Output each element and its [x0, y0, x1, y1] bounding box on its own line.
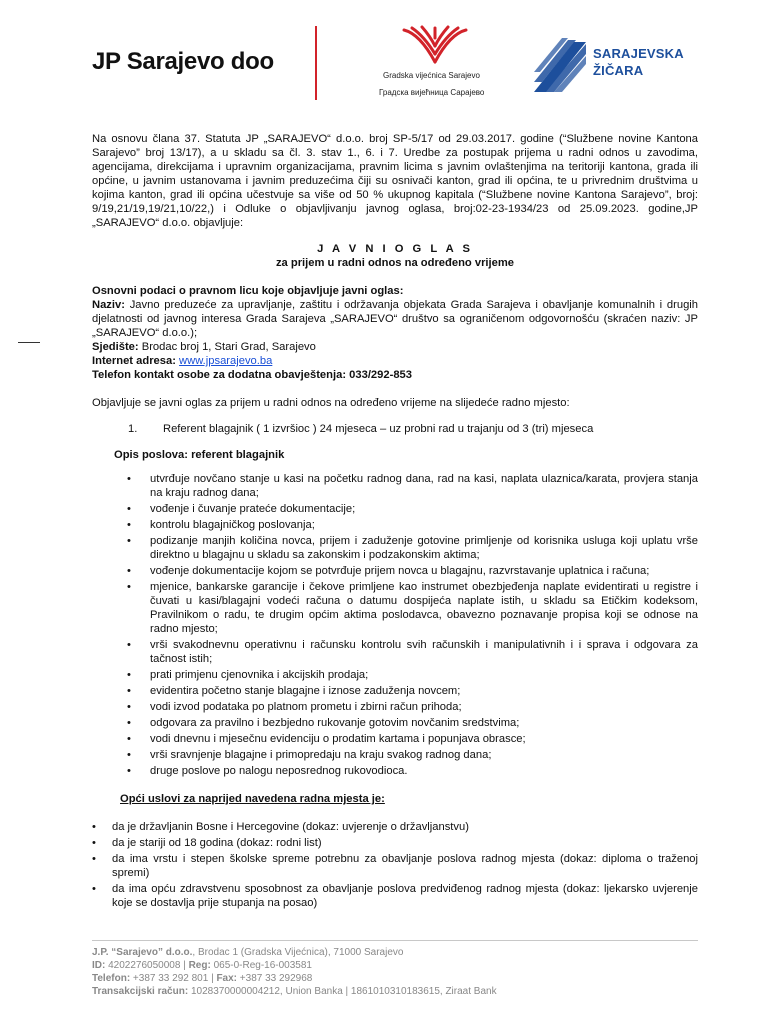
zicara-name-line2: ŽIČARA [593, 63, 644, 78]
zicara-logo-icon [532, 38, 588, 94]
footer-reg-label: Reg: [188, 960, 211, 971]
footer-fax-value: +387 33 292968 [237, 973, 313, 984]
vijecnica-name-cyrillic: Градска вијећница Сарајево [379, 88, 485, 97]
footer-id-line [92, 959, 497, 972]
list-item: • utvrđuje novčano stanje u kasi na početku radnog dana, rad na kasi, naplata ulaznica/karata, provjera stanja na kraju radnog dana; [92, 472, 698, 500]
list-item: • da je državljanin Bosne i Hercegovine (dokaz: uvjerenje o državljanstvu) [92, 820, 698, 834]
info-heading: Osnovni podaci o pravnom licu koje objavljuje javni oglas: [92, 285, 404, 297]
footer-company-line [92, 946, 497, 959]
margin-mark [18, 342, 40, 343]
footer-tel-value: +387 33 292 801 | [130, 973, 217, 984]
website-link[interactable]: www.jpsarajevo.ba [179, 355, 273, 367]
list-item: • vodi dnevnu i mjesečnu evidenciju o prodatim kartama i popunjava obrasce; [92, 732, 698, 746]
naziv-line [92, 298, 698, 340]
list-item: • podizanje manjih količina novca, prijem i zaduženje gotovine primljenje od korisnika usluga koji uplatu vrše direktno u blagajnu u skladu sa zakonskim i podzakonskim aktima; [92, 534, 698, 562]
footer-account-label: Transakcijski račun: [92, 986, 189, 997]
list-item: • prati primjenu cjenovnika i akcijskih prodaja; [92, 668, 698, 682]
list-item: • da je stariji od 18 godina (dokaz: rodni list) [92, 836, 698, 850]
footer-account-line [92, 985, 497, 998]
conditions-list [92, 820, 698, 910]
header-divider [315, 26, 317, 100]
footer-phone-line [92, 972, 497, 985]
announce-paragraph: Objavljuje se javni oglas za prijem u radni odnos na određeno vrijeme na slijedeće radno mjesto: [92, 397, 570, 409]
sjediste-label: Sjedište: [92, 341, 139, 353]
duties-list [92, 472, 698, 778]
document-subtitle: za prijem u radni odnos na određeno vrijeme [275, 257, 515, 269]
web-label: Internet adresa: [92, 355, 176, 367]
footer-account-value: 1028370000004212, Union Banka | 1861010310183615, Ziraat Bank [188, 986, 497, 997]
list-item: • vođenje i čuvanje prateće dokumentacije; [92, 502, 698, 516]
duties-heading: Opis poslova: referent blagajnik [114, 449, 285, 461]
title-block [92, 242, 698, 270]
position-line [92, 422, 698, 436]
web-line [92, 354, 698, 368]
list-item: • mjenice, bankarske garancije i čekove primljene kao instrumet obezbjeđenja naplate evidentirati u registre i čuvati u kasi/blagajni vodeći računa o datumu dospijeća naplate istih, u skladu sa Etičkim kodeksom, Pravilnikom o radu, te drugim općim aktima poslodavca, obavezno poznavanje propisa koji se odnose na radno mjesto; [92, 580, 698, 636]
list-item: • odgovara za pravilno i bezbjedno rukovanje gotovim novčanim sredstvima; [92, 716, 698, 730]
naziv-text: Javno preduzeće za upravljanje, zaštitu i održavanja objekata Grada Sarajeva i obavljanje komunalnih i drugih djelatnosti od javnog interesa Grada Sarajeva „SARAJEVO“ društvo sa ograničenom odgovornošću (skraćen naziv: JP „SARAJEVO“ d.o.o.); [92, 299, 698, 339]
list-item: • da ima opću zdravstvenu sposobnost za obavljanje poslova predviđenog radnog mjesta (dokaz: ljekarsko uvjerenje koje se dostavlja prije stupanja na posao) [92, 882, 698, 910]
document-body [92, 132, 698, 912]
company-name: JP Sarajevo doo [92, 48, 274, 75]
position-number: 1. [128, 423, 138, 435]
conditions-heading: Opći uslovi za naprijed navedena radna mjesta je: [120, 793, 385, 805]
footer-divider [92, 940, 698, 941]
sjediste-text: Brodac broj 1, Stari Grad, Sarajevo [138, 341, 316, 353]
footer-reg-value: 065-0-Reg-16-003581 [210, 960, 312, 971]
intro-paragraph: Na osnovu člana 37. Statuta JP „SARAJEVO“ d.o.o. broj SP-5/17 od 29.03.2017. godine (“Službene novine Kantona Sarajevo” broj 13/17), a u skladu sa čl. 3. stav 1., 6. i 7. Uredbe za postupak prijema u radni odnos u zavodima, agencijama, direkcijama i upravnim organizacijama, pravnim licima s javnim ovlaštenjima na teritoriji kantona, grada ili općine, u javnim ustanovama i javnim preduzećima čiji su osnivači kanton, grad ili općina, te u privrednim društvima u kojima kanton, grad ili općina učestvuje sa više od 50 % ukupnog kapitala (“Službene novine Kantona Sarajevo”, broj: 9/19,21/19,19/21,10/22,) i Odluke o objavljivanju javnog oglasa, broj:02-23-1934/23 od 25.09.2023. godine,JP „SARAJEVO“ d.o.o. objavljuje: [92, 133, 698, 229]
footer-id-label: ID: [92, 960, 106, 971]
list-item: • vodi izvod podataka po platnom prometu i zbirni račun prihoda; [92, 700, 698, 714]
legal-entity-info [92, 284, 698, 382]
vijecnica-name-latin: Gradska vijećnica Sarajevo [383, 71, 480, 80]
naziv-label: Naziv: [92, 299, 125, 311]
footer-address: , Brodac 1 (Gradska Vijećnica), 71000 Sarajevo [192, 947, 404, 958]
footer-id-value: 4202276050008 | [105, 960, 189, 971]
sjediste-line [92, 340, 698, 354]
zicara-name-line1: SARAJEVSKA [593, 46, 684, 61]
phone-line: Telefon kontakt osobe za dodatna obavještenja: 033/292-853 [92, 369, 412, 381]
footer-fax-label: Fax: [216, 973, 238, 984]
footer-tel-label: Telefon: [92, 973, 131, 984]
list-item: • druge poslove po nalogu neposrednog rukovodioca. [92, 764, 698, 778]
list-item: • vođenje dokumentacije kojom se potvrđuje prijem novca u blagajnu, razvrstavanje uplatnica i računa; [92, 564, 698, 578]
list-item: • kontrolu blagajničkog poslovanja; [92, 518, 698, 532]
vijecnica-logo-icon [400, 24, 470, 66]
footer-company-name: J.P. “Sarajevo” d.o.o. [92, 947, 193, 958]
list-item: • da ima vrstu i stepen školske spreme potrebnu za obavljanje poslova radnog mjesta (dokaz: diploma o traženoj spremi) [92, 852, 698, 880]
position-text: Referent blagajnik ( 1 izvršioc ) 24 mjeseca – uz probni rad u trajanju od 3 (tri) mjeseca [163, 423, 594, 435]
document-title: J A V N I O G L A S [317, 243, 473, 255]
list-item: • vrši sravnjenje blagajne i primopredaju na kraju svakog radnog dana; [92, 748, 698, 762]
footer [92, 946, 497, 998]
list-item: • evidentira početno stanje blagajne i iznose zaduženja novcem; [92, 684, 698, 698]
list-item: • vrši svakodnevnu operativnu i računsku kontrolu svih računskih i manipulativnih i i sprava i odgovara za tačnost istih; [92, 638, 698, 666]
